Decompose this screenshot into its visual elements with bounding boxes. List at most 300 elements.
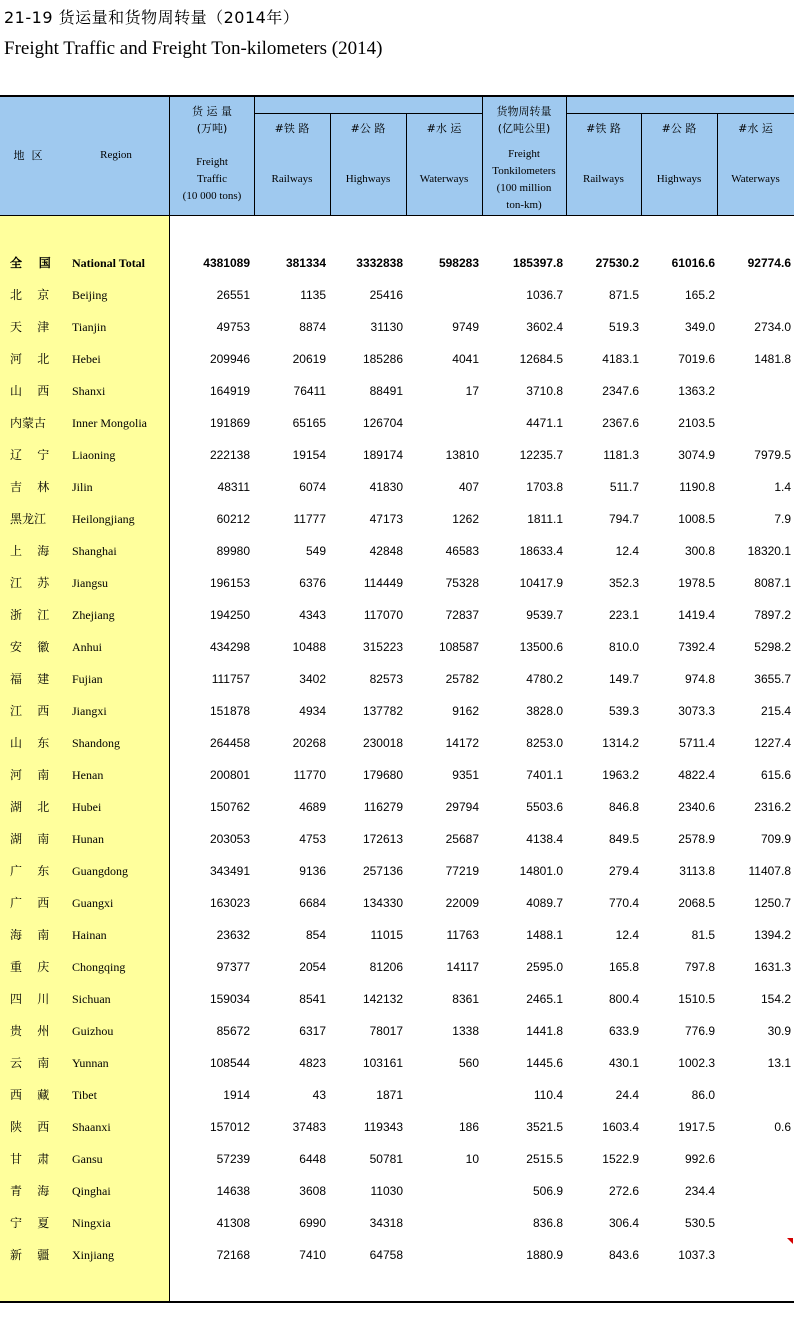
table-cell: 81.5 (691, 928, 715, 942)
table-cell: 4343 (299, 608, 326, 622)
table-cell: 776.9 (684, 1024, 715, 1038)
table-cell: 598283 (438, 256, 479, 270)
region-name-en: Hunan (72, 832, 104, 846)
table-cell: 18320.1 (747, 544, 791, 558)
table-cell: 203053 (209, 832, 250, 846)
table-cell: 3073.3 (678, 704, 715, 718)
table-cell: 88491 (369, 384, 403, 398)
table-cell: 1036.7 (526, 288, 563, 302)
table-cell: 4823 (299, 1056, 326, 1070)
header-highways-cn: #公 路 (350, 122, 386, 135)
table-cell: 1250.7 (754, 896, 791, 910)
table-row (0, 1239, 794, 1271)
header-freight-traffic-en1: Freight (196, 156, 228, 168)
table-cell: 315223 (362, 640, 403, 654)
region-name-cn: 新 疆 (10, 1248, 50, 1262)
table-cell: 86.0 (691, 1088, 715, 1102)
table-row (0, 631, 794, 663)
region-name-en: Jiangsu (72, 576, 108, 590)
table-cell: 306.4 (608, 1216, 639, 1230)
table-cell: 22009 (445, 896, 479, 910)
table-cell: 185286 (362, 352, 403, 366)
table-cell: 343491 (209, 864, 250, 878)
table-cell: 7019.6 (678, 352, 715, 366)
region-name-en: Shaanxi (72, 1120, 111, 1134)
table-cell: 511.7 (609, 480, 639, 494)
table-cell: 549 (305, 544, 326, 558)
table-cell: 7401.1 (526, 768, 563, 782)
table-cell: 2595.0 (526, 960, 563, 974)
table-cell: 8087.1 (754, 576, 791, 590)
col-divider-5 (566, 97, 567, 215)
table-cell: 1914 (223, 1088, 250, 1102)
region-name-cn: 上 海 (10, 544, 50, 558)
table-cell: 13810 (445, 448, 479, 462)
header-sub-line-right (566, 113, 794, 114)
region-name-cn: 青 海 (10, 1184, 50, 1198)
table-cell: 9351 (452, 768, 479, 782)
table-cell: 272.6 (608, 1184, 639, 1198)
table-row (0, 279, 794, 311)
table-cell: 2515.5 (526, 1152, 563, 1166)
table-cell: 11015 (370, 928, 403, 942)
table-cell: 6376 (299, 576, 326, 590)
table-row (0, 887, 794, 919)
table-cell: 6074 (299, 480, 326, 494)
table-cell: 1917.5 (678, 1120, 715, 1134)
table-cell: 142132 (362, 992, 403, 1006)
table-cell: 1037.3 (678, 1248, 715, 1262)
table-cell: 3074.9 (678, 448, 715, 462)
table-cell: 1445.6 (526, 1056, 563, 1070)
table-cell: 434298 (209, 640, 250, 654)
table-cell: 2734.0 (754, 320, 791, 334)
table-row (0, 343, 794, 375)
table-cell: 10417.9 (519, 576, 563, 590)
region-name-cn: 北 京 (10, 288, 50, 302)
table-cell: 11777 (293, 512, 326, 526)
table-cell: 1008.5 (678, 512, 715, 526)
table-cell: 92774.6 (747, 256, 791, 270)
table-cell: 1522.9 (602, 1152, 639, 1166)
table-cell: 14117 (446, 960, 479, 974)
table-row (0, 311, 794, 343)
table-cell: 42848 (369, 544, 403, 558)
table-cell: 29794 (445, 800, 479, 814)
region-name-cn: 湖 北 (10, 800, 50, 814)
table-cell: 1002.3 (678, 1056, 715, 1070)
table-cell: 8361 (452, 992, 479, 1006)
table-bottom-rule (0, 1301, 794, 1303)
table-row (0, 951, 794, 983)
table-cell: 381334 (285, 256, 326, 270)
table-cell: 279.4 (608, 864, 639, 878)
table-cell: 11407.8 (748, 864, 791, 878)
table-cell: 20619 (292, 352, 326, 366)
region-name-cn: 重 庆 (10, 960, 50, 974)
table-row (0, 695, 794, 727)
table-cell: 134330 (362, 896, 403, 910)
table-cell: 159034 (209, 992, 250, 1006)
table-cell: 157012 (209, 1120, 250, 1134)
table-row (0, 375, 794, 407)
table-cell: 8541 (299, 992, 326, 1006)
table-cell: 4934 (299, 704, 326, 718)
region-name-en: Guizhou (72, 1024, 114, 1038)
table-cell: 1880.9 (526, 1248, 563, 1262)
table-cell: 85672 (216, 1024, 250, 1038)
table-row (0, 1079, 794, 1111)
table-cell: 2068.5 (678, 896, 715, 910)
table-cell: 257136 (362, 864, 403, 878)
table-cell: 3332838 (356, 256, 403, 270)
table-cell: 64758 (369, 1248, 403, 1262)
table-cell: 230018 (362, 736, 403, 750)
table-cell: 4780.2 (526, 672, 563, 686)
header-freight-traffic-en2: Traffic (197, 173, 227, 185)
table-cell: 151878 (209, 704, 250, 718)
table-top-rule (0, 95, 794, 97)
table-cell: 794.7 (608, 512, 639, 526)
table-cell: 539.3 (608, 704, 639, 718)
freight-table (0, 95, 794, 1303)
table-cell: 108544 (209, 1056, 250, 1070)
table-cell: 172613 (362, 832, 403, 846)
region-name-cn: 福 建 (10, 672, 50, 686)
table-cell: 3608 (299, 1184, 326, 1198)
region-name-en: Zhejiang (72, 608, 115, 622)
table-cell: 30.9 (767, 1024, 791, 1038)
table-cell: 7979.5 (754, 448, 791, 462)
header-waterways-cn: #水 运 (426, 122, 462, 135)
region-name-en: Shandong (72, 736, 120, 750)
region-name-en: Xinjiang (72, 1248, 114, 1262)
table-cell: 4183.1 (602, 352, 639, 366)
table-cell: 209946 (209, 352, 250, 366)
table-cell: 3521.5 (526, 1120, 563, 1134)
table-cell: 2465.1 (526, 992, 563, 1006)
table-cell: 185397.8 (512, 256, 563, 270)
region-name-cn: 河 北 (10, 352, 50, 366)
table-title-en: Freight Traffic and Freight Ton-kilometers (2014) (4, 38, 383, 59)
table-cell: 430.1 (608, 1056, 639, 1070)
table-cell: 3402 (299, 672, 326, 686)
table-cell: 633.9 (608, 1024, 639, 1038)
region-name-en: Shanghai (72, 544, 117, 558)
header-highways2-cn: #公 路 (661, 122, 697, 135)
table-cell: 349.0 (684, 320, 715, 334)
table-cell: 26551 (216, 288, 250, 302)
region-name-cn: 甘 肃 (10, 1152, 50, 1166)
region-name-en: Gansu (72, 1152, 103, 1166)
region-name-cn: 广 东 (10, 864, 50, 878)
region-name-en: Sichuan (72, 992, 111, 1006)
table-cell: 14172 (445, 736, 479, 750)
table-cell: 2103.5 (678, 416, 715, 430)
table-row (0, 663, 794, 695)
table-cell: 47173 (369, 512, 403, 526)
table-cell: 2340.6 (678, 800, 715, 814)
table-cell: 41830 (369, 480, 403, 494)
table-cell: 7410 (299, 1248, 326, 1262)
region-name-cn: 江 西 (10, 704, 50, 718)
table-cell: 14801.0 (519, 864, 563, 878)
table-cell: 78017 (369, 1024, 403, 1038)
table-row (0, 599, 794, 631)
table-cell: 12684.5 (519, 352, 563, 366)
header-ton-km-en2: Tonkilometers (492, 165, 556, 177)
table-cell: 810.0 (608, 640, 639, 654)
table-cell: 2367.6 (602, 416, 639, 430)
table-cell: 974.8 (684, 672, 715, 686)
table-cell: 1488.1 (526, 928, 563, 942)
table-cell: 1481.8 (754, 352, 791, 366)
table-cell: 23632 (216, 928, 250, 942)
table-cell: 3655.7 (754, 672, 791, 686)
region-name-cn: 天 津 (10, 320, 50, 334)
table-cell: 24.4 (615, 1088, 639, 1102)
table-cell: 65165 (292, 416, 326, 430)
table-cell: 12235.7 (519, 448, 563, 462)
table-cell: 2578.9 (678, 832, 715, 846)
table-cell: 854 (305, 928, 326, 942)
table-cell: 37483 (292, 1120, 326, 1134)
table-cell: 137782 (362, 704, 403, 718)
header-freight-traffic-unit: (万吨) (196, 122, 228, 135)
table-cell: 3828.0 (526, 704, 563, 718)
table-cell: 1181.3 (603, 448, 639, 462)
table-cell: 17 (465, 384, 479, 398)
table-cell: 77219 (445, 864, 479, 878)
region-name-cn: 内蒙古 (10, 416, 47, 430)
region-name-en: Guangxi (72, 896, 114, 910)
table-cell: 111757 (211, 672, 250, 686)
table-row (0, 983, 794, 1015)
table-cell: 12.4 (615, 544, 639, 558)
table-cell: 60212 (216, 512, 250, 526)
table-cell: 89980 (216, 544, 250, 558)
table-cell: 200801 (209, 768, 250, 782)
region-name-cn: 山 东 (10, 736, 50, 750)
table-cell: 82573 (369, 672, 403, 686)
table-row (0, 1111, 794, 1143)
table-cell: 4689 (299, 800, 326, 814)
table-cell: 110.4 (533, 1088, 563, 1102)
table-cell: 3602.4 (526, 320, 563, 334)
table-cell: 1811.1 (527, 512, 563, 526)
region-name-en: Tibet (72, 1088, 97, 1102)
table-cell: 2347.6 (602, 384, 639, 398)
region-name-cn: 全 国 (10, 256, 51, 270)
table-row (0, 1207, 794, 1239)
header-ton-km-en3: (100 million (496, 182, 552, 194)
table-cell: 836.8 (532, 1216, 563, 1230)
table-cell: 1510.5 (678, 992, 715, 1006)
region-name-en: Hubei (72, 800, 102, 814)
comment-indicator-icon (787, 1238, 793, 1244)
table-cell: 0.6 (774, 1120, 791, 1134)
table-row (0, 791, 794, 823)
table-row (0, 567, 794, 599)
table-cell: 352.3 (608, 576, 639, 590)
region-name-cn: 浙 江 (10, 608, 50, 622)
table-cell: 11030 (370, 1184, 403, 1198)
table-cell: 114449 (363, 576, 403, 590)
table-cell: 846.8 (608, 800, 639, 814)
table-cell: 164919 (209, 384, 250, 398)
table-cell: 163023 (209, 896, 250, 910)
table-cell: 46583 (445, 544, 479, 558)
table-row (0, 1047, 794, 1079)
region-name-cn: 西 藏 (10, 1088, 50, 1102)
header-highways2-en: Highways (656, 173, 702, 185)
header-sub-line-left (254, 113, 482, 114)
table-cell: 4753 (299, 832, 326, 846)
col-divider-1 (254, 97, 255, 215)
table-cell: 10 (465, 1152, 479, 1166)
header-railways2-en: Railways (583, 173, 624, 185)
table-cell: 4381089 (203, 256, 250, 270)
region-name-en: Fujian (72, 672, 103, 686)
region-name-en: Jiangxi (72, 704, 107, 718)
table-cell: 57239 (216, 1152, 250, 1166)
region-name-en: Beijing (72, 288, 108, 302)
table-cell: 843.6 (608, 1248, 639, 1262)
table-cell: 75328 (445, 576, 479, 590)
table-cell: 196153 (209, 576, 250, 590)
region-name-en: National Total (72, 256, 146, 270)
table-cell: 117070 (363, 608, 403, 622)
table-cell: 103161 (362, 1056, 403, 1070)
table-cell: 10488 (292, 640, 326, 654)
region-name-cn: 贵 州 (10, 1024, 50, 1038)
table-cell: 165.8 (608, 960, 639, 974)
table-cell: 770.4 (608, 896, 639, 910)
table-cell: 519.3 (608, 320, 639, 334)
region-name-en: Tianjin (72, 320, 107, 334)
table-cell: 19154 (292, 448, 326, 462)
table-cell: 234.4 (684, 1184, 715, 1198)
region-name-en: Ningxia (72, 1216, 111, 1230)
region-name-en: Heilongjiang (72, 512, 135, 526)
table-cell: 191869 (209, 416, 250, 430)
header-freight-traffic-en3: (10 000 tons) (182, 190, 242, 202)
region-name-cn: 宁 夏 (10, 1216, 50, 1230)
table-cell: 34318 (369, 1216, 403, 1230)
table-cell: 8253.0 (526, 736, 563, 750)
region-name-cn: 安 徽 (10, 640, 50, 654)
table-cell: 1262 (452, 512, 479, 526)
table-row (0, 759, 794, 791)
table-cell: 1703.8 (526, 480, 563, 494)
table-cell: 31130 (370, 320, 403, 334)
region-name-en: Anhui (72, 640, 102, 654)
header-ton-km-en4: ton-km) (506, 199, 542, 211)
table-cell: 615.6 (760, 768, 791, 782)
table-row (0, 1015, 794, 1047)
table-cell: 264458 (209, 736, 250, 750)
table-row (0, 855, 794, 887)
region-name-cn: 江 苏 (10, 576, 50, 590)
table-cell: 189174 (362, 448, 403, 462)
table-cell: 48311 (217, 480, 250, 494)
header-waterways2-en: Waterways (731, 173, 780, 185)
table-cell: 4471.1 (526, 416, 563, 430)
table-cell: 43 (312, 1088, 326, 1102)
region-name-en: Hebei (72, 352, 101, 366)
table-cell: 2054 (299, 960, 326, 974)
table-cell: 25687 (445, 832, 479, 846)
table-row (0, 919, 794, 951)
table-cell: 11763 (446, 928, 479, 942)
table-cell: 6448 (299, 1152, 326, 1166)
table-cell: 11770 (293, 768, 326, 782)
table-cell: 5503.6 (526, 800, 563, 814)
header-ton-km-unit: (亿吨公里) (497, 122, 551, 135)
table-cell: 9749 (452, 320, 479, 334)
region-name-en: Inner Mongolia (72, 416, 147, 430)
table-cell: 9162 (452, 704, 479, 718)
table-cell: 14638 (216, 1184, 250, 1198)
table-cell: 13500.6 (519, 640, 563, 654)
table-cell: 7.9 (774, 512, 791, 526)
table-cell: 1963.2 (602, 768, 639, 782)
region-name-cn: 陕 西 (10, 1120, 50, 1134)
header-highways-en: Highways (345, 173, 391, 185)
header-waterways2-cn: #水 运 (738, 122, 773, 135)
header-region-cn: 地 区 (13, 149, 43, 162)
region-name-cn: 四 川 (10, 992, 50, 1006)
table-cell: 1.4 (774, 480, 791, 494)
table-row (0, 439, 794, 471)
table-cell: 4822.4 (678, 768, 715, 782)
table-title-cn: 21-19 货运量和货物周转量（2014年） (4, 8, 300, 27)
table-cell: 797.8 (684, 960, 715, 974)
header-waterways-en: Waterways (419, 173, 469, 185)
table-cell: 992.6 (684, 1152, 715, 1166)
table-row (0, 407, 794, 439)
header-railways2-cn: #铁 路 (586, 122, 621, 135)
region-name-en: Yunnan (72, 1056, 109, 1070)
table-cell: 8874 (299, 320, 326, 334)
region-name-en: Henan (72, 768, 104, 782)
header-bottom-line (0, 215, 794, 216)
table-row (0, 727, 794, 759)
table-cell: 3710.8 (526, 384, 563, 398)
table-cell: 27530.2 (595, 256, 639, 270)
table-cell: 41308 (216, 1216, 250, 1230)
header-ton-km-cn: 货物周转量 (496, 105, 552, 118)
table-cell: 4138.4 (526, 832, 563, 846)
table-cell: 165.2 (684, 288, 715, 302)
table-cell: 5711.4 (679, 736, 715, 750)
header-railways-en: Railways (271, 173, 313, 185)
table-cell: 6317 (299, 1024, 326, 1038)
table-cell: 506.9 (532, 1184, 563, 1198)
region-name-cn: 湖 南 (10, 832, 50, 846)
table-cell: 25416 (369, 288, 403, 302)
table-row (0, 823, 794, 855)
header-ton-km-en1: Freight (508, 148, 540, 160)
table-cell: 126704 (362, 416, 403, 430)
table-row (0, 535, 794, 567)
region-name-en: Qinghai (72, 1184, 111, 1198)
table-cell: 4041 (452, 352, 479, 366)
region-name-cn: 河 南 (10, 768, 50, 782)
table-cell: 149.7 (608, 672, 639, 686)
table-cell: 849.5 (608, 832, 639, 846)
table-cell: 1135 (300, 288, 326, 302)
